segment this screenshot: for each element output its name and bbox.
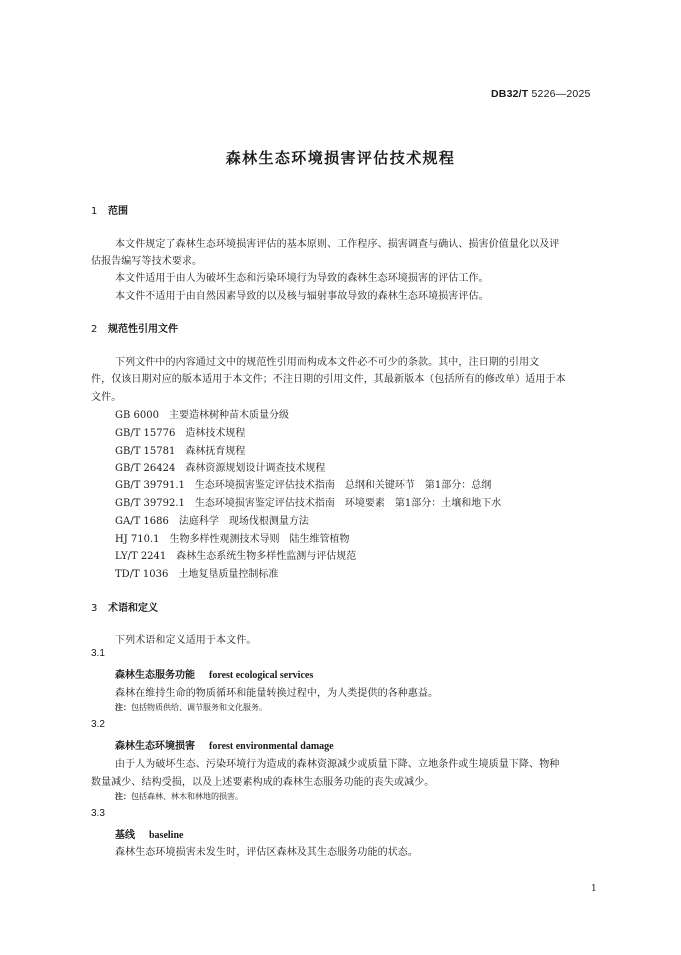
- term-name: [115, 826, 183, 841]
- paragraph-line: 下列文件中的内容通过文中的规范性引用而构成本文件必不可少的条款。其中，注日期的引用文: [115, 357, 540, 368]
- reference-item: GB/T 39791.1 生态环境损害鉴定评估技术指南 总纲和关键环节 第1部分：总纲: [115, 480, 492, 491]
- section-number: 3: [91, 603, 98, 614]
- note-label: 注：: [115, 791, 131, 801]
- paragraph-line: 估报告编写等技术要求。: [91, 256, 203, 267]
- term-name-en: baseline: [149, 830, 184, 841]
- term-definition: 由于人为破坏生态、污染环境行为造成的森林资源减少或质量下降、立地条件或生境质量下降、物种: [115, 759, 560, 770]
- reference-item: GB 6000 主要造林树种苗木质量分级: [115, 410, 289, 421]
- term-name-zh: 森林生态环境损害: [115, 741, 195, 752]
- term-name-zh: 基线: [115, 830, 135, 841]
- reference-item: LY/T 2241 森林生态系统生物多样性监测与评估规范: [115, 551, 357, 562]
- term-name-zh: 森林生态服务功能: [115, 670, 195, 681]
- section-title: 术语和定义: [108, 603, 158, 614]
- note-text: 包括物质供给、调节服务和文化服务。: [131, 703, 267, 712]
- paragraph-line: 本文件适用于由人为破坏生态和污染环境行为导致的森林生态环境损害的评估工作。: [115, 273, 489, 284]
- term-name-en: forest environmental damage: [209, 741, 334, 752]
- section-title: 范围: [108, 206, 128, 217]
- section-2-heading: [91, 320, 178, 335]
- paragraph-line: 件，仅该日期对应的版本适用于本文件；不注日期的引用文件，其最新版本（包括所有的修改单）适用于本: [91, 374, 566, 385]
- note-label: 注：: [115, 702, 131, 712]
- term-definition: 森林在维持生命的物质循环和能量转换过程中，为人类提供的各种惠益。: [115, 688, 439, 699]
- document-title: 森林生态环境损害评估技术规程: [225, 149, 456, 167]
- paragraph-line: 文件。: [91, 392, 122, 403]
- term-name: [115, 666, 313, 681]
- standard-code: [491, 88, 591, 100]
- term-name-en: forest ecological services: [209, 670, 314, 681]
- term-name: [115, 737, 334, 752]
- standard-year: 5226—2025: [531, 88, 591, 100]
- paragraph-line: 本文件规定了森林生态环境损害评估的基本原则、工作程序、损害调查与确认、损害价值量化以及评: [115, 239, 560, 250]
- section-number: 1: [91, 206, 98, 217]
- page-number: 1: [591, 884, 597, 894]
- reference-item: TD/T 1036 土地复垦质量控制标准: [115, 569, 279, 580]
- term-number: 3.2: [91, 719, 105, 730]
- term-note: [115, 791, 243, 802]
- note-text: 包括森林、林木和林地的损害。: [131, 792, 243, 801]
- section-3-heading: [91, 599, 158, 614]
- standard-prefix: DB32/T: [491, 88, 529, 100]
- section-1-heading: [91, 202, 128, 217]
- reference-item: GB/T 39792.1 生态环境损害鉴定评估技术指南 环境要素 第1部分：土壤和地下水: [115, 498, 502, 509]
- section-number: 2: [91, 324, 98, 335]
- reference-item: GB/T 15776 造林技术规程: [115, 428, 246, 439]
- reference-item: GA/T 1686 法庭科学 现场伐根测量方法: [115, 516, 309, 527]
- term-definition: 数量减少、结构受损，以及上述要素构成的森林生态服务功能的丧失或减少。: [91, 777, 435, 788]
- term-number: 3.3: [91, 808, 105, 819]
- reference-item: GB/T 15781 森林抚育规程: [115, 446, 246, 457]
- section-title: 规范性引用文件: [108, 324, 178, 335]
- term-number: 3.1: [91, 648, 105, 659]
- term-definition: 森林生态环境损害未发生时，评估区森林及其生态服务功能的状态。: [115, 847, 418, 858]
- term-note: [115, 702, 267, 713]
- reference-item: HJ 710.1 生物多样性观测技术导则 陆生维管植物: [115, 534, 350, 545]
- paragraph-line: 本文件不适用于由自然因素导致的以及核与辐射事故导致的森林生态环境损害评估。: [115, 291, 489, 302]
- reference-item: GB/T 26424 森林资源规划设计调查技术规程: [115, 463, 326, 474]
- paragraph-line: 下列术语和定义适用于本文件。: [115, 635, 257, 646]
